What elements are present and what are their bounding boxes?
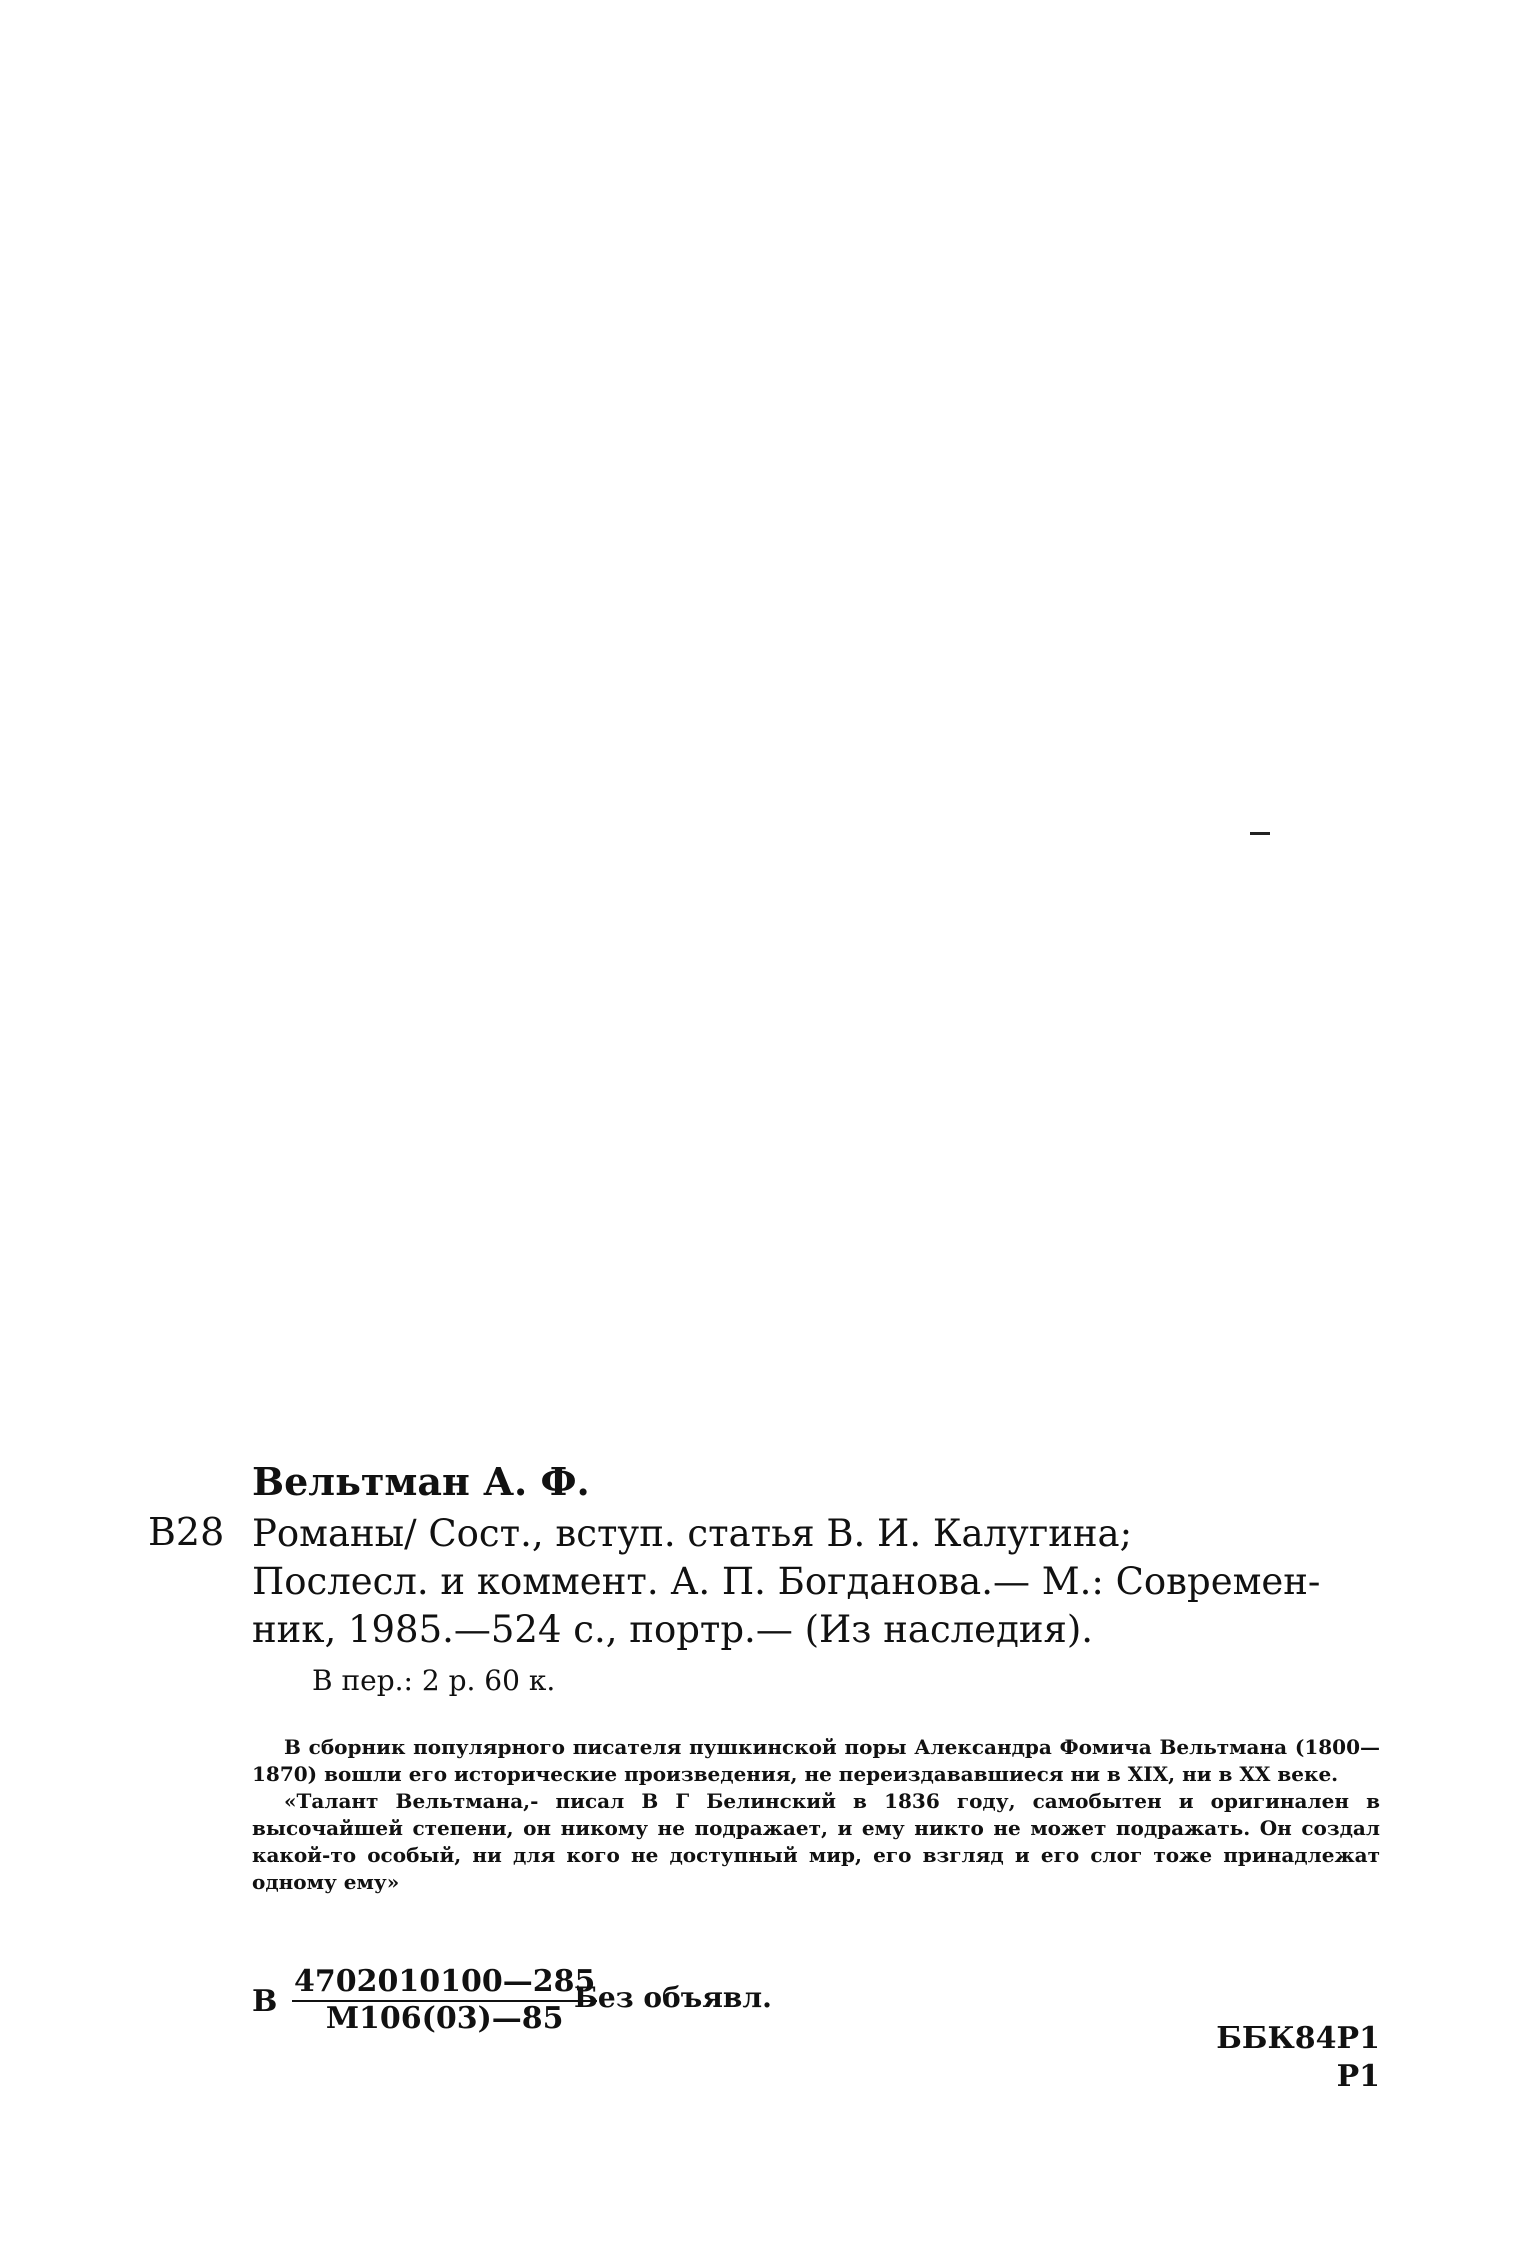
record-line: Романы/ Сост., вступ. статья В. И. Калугина; — [252, 1512, 1133, 1555]
index-fraction — [292, 1965, 597, 2036]
annotation-quote-paragraph: «Талант Вельтмана,- писал В Г Белинский в 1836 году, самобытен и оригинален в высочайшей степени, он никому не подражает, и ему никто не может подражать. Он создал какой-то особый, ни для кого не доступный мир, его взгляд и его слог тоже принадлежат одному ему» — [252, 1789, 1380, 1894]
price-line: В пер.: 2 р. 60 к. — [312, 1664, 556, 1697]
bbk-line-2: Р1 — [1336, 2059, 1380, 2094]
annotation-block — [252, 1734, 1380, 1896]
index-denominator: М106(03)—85 — [325, 2001, 564, 2036]
record-line: ник, 1985.—524 с., портр.— (Из наследия). — [252, 1608, 1094, 1651]
author-heading: Вельтман А. Ф. — [252, 1459, 590, 1504]
bbk-classification — [1216, 2020, 1380, 2096]
index-letter: В — [252, 1984, 278, 2019]
index-numerator: 4702010100—285 — [292, 1965, 597, 2002]
shelf-code: В28 — [148, 1510, 225, 1554]
bbk-line-1: ББК84Р1 — [1216, 2021, 1380, 2056]
index-note: Без объявл. — [574, 1981, 772, 2014]
stray-dash-mark — [1250, 832, 1270, 835]
annotation-paragraph: В сборник популярного писателя пушкинской поры Александра Фомича Вельтмана (1800—1870) вошли его исторические произведения, не переиздававшиеся ни в XIX, ни в XX веке. — [252, 1735, 1380, 1786]
record-line: Послесл. и коммент. А. П. Богданова.— М.: Современ- — [252, 1560, 1321, 1603]
